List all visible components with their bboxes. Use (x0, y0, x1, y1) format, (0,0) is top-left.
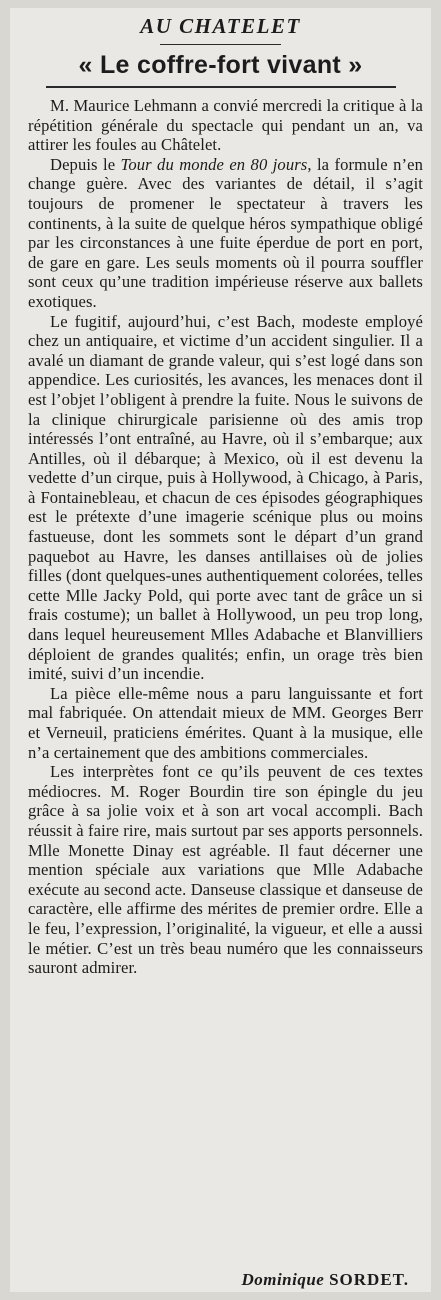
section-kicker: AU CHATELET (140, 14, 301, 38)
kicker-underline (160, 44, 281, 45)
paragraph-2: Depuis le Tour du monde en 80 jours, la formule n’en change guère. Avec des variantes de détail, il s’agit toujours de promener le spectateur à travers les continents, à la suite de quelque héros sympathique obligé par les circonstances à une fuite éperdue de port en port, de gare en gare. Les seuls moments où il pourra souffler sont ceux qu’une tradition impérieuse réserve aux ballets exotiques. (28, 154, 423, 311)
article-headline: « Le coffre-fort vivant » (78, 51, 363, 79)
author-first-name: Dominique (241, 1270, 325, 1289)
play-title: Tour du monde en 80 jours (120, 154, 308, 174)
paragraph-3: Le fugitif, aujourd’hui, c’est Bach, modeste employé chez un antiquaire, et victime d’un accident singulier. Il a avalé un diamant de grande valeur, qui s’est logé dans son appendice. Les curiosités, les avances, les menaces dont il est l’objet l’obligent à prendre la fuite. Nous le suivons de la clinique chirurgicale parisienne où des amis trop intéressés l’ont entraîné, au Havre, où il s’embarque; aux Antilles, où il débarque; à Mexico, où il est devenu la vedette d’un cirque, puis à Hollywood, à Chicago, à Paris, à Fontainebleau, et chacun de ces épisodes géographiques est le prétexte d’une imagerie scénique plus ou moins fastueuse, dont les sommets sont le départ d’un grand paquebot au Havre, les danses antillaises où de jolies filles (dont quelques-unes authentiquement colorées, telles cette Mlle Jacky Pold, qui porte avec tant de grâce un si frais costume); un ballet à Hollywood, un peu trop long, dans lequel heureusement Mlles Adabache et Blanvilliers déploient de grandes qualités; enfin, un orage très bien imité, suivi d’un incendie. (28, 311, 423, 684)
article-body (28, 96, 423, 978)
author-signature (241, 1270, 409, 1290)
paragraph-1: M. Maurice Lehmann a convié mercredi la critique à la répétition générale du spectacle qui pendant un an, va attirer les foules au Châtelet. (28, 96, 423, 155)
headline-rule (46, 86, 396, 88)
newspaper-clipping (10, 8, 431, 1292)
paragraph-4: La pièce elle-même nous a paru languissante et fort mal fabriquée. On attendait mieux de MM. Georges Berr et Verneuil, praticiens émérites. Quant à la musique, elle n’a certainement que des ambitions commerciales. (28, 683, 423, 762)
paragraph-5: Les interprètes font ce qu’ils peuvent de ces textes médiocres. M. Roger Bourdin tire son épingle du jeu grâce à sa jolie voix et à son art vocal accompli. Bach réussit à faire rire, mais surtout par ses apports personnels. Mlle Monette Dinay est agréable. Il faut décerner une mention spéciale aux variations que Mlle Adabache exécute au second acte. Danseuse classique et danseuse de caractère, elle affirme des mérites de premier ordre. Elle a le feu, l’expression, l’originalité, la vigueur, et elle a aussi le métier. C’est un très beau numéro que les connaisseurs sauront admirer. (28, 762, 423, 978)
author-last-name: SORDET. (329, 1270, 409, 1289)
